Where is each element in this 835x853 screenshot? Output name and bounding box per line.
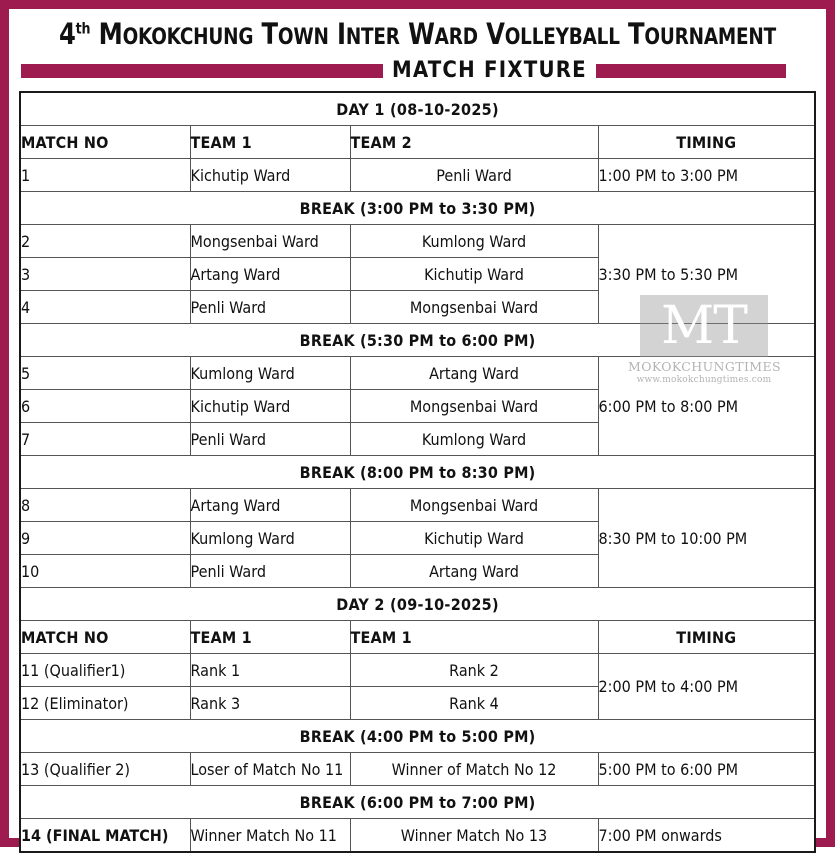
title-edition-number: 4 [58, 17, 76, 51]
subtitle-rule-left [21, 64, 383, 78]
cell-team-2: Kumlong Ward [350, 423, 598, 456]
header-match-no: MATCH NO [20, 621, 190, 654]
cell-timing: 5:00 PM to 6:00 PM [598, 753, 815, 786]
cell-team-1: Kumlong Ward [190, 522, 350, 555]
break-row [20, 720, 815, 753]
cell-team-1: Artang Ward [190, 258, 350, 291]
title-edition-ordinal: th [75, 19, 91, 38]
header-team-1: TEAM 1 [190, 126, 350, 159]
cell-match-no: 10 [20, 555, 190, 588]
cell-team-1: Penli Ward [190, 423, 350, 456]
cell-match-no: 7 [20, 423, 190, 456]
break-label: BREAK (4:00 PM to 5:00 PM) [20, 720, 815, 753]
cell-team-1: Kichutip Ward [190, 390, 350, 423]
subtitle-label: MATCH FIXTURE [392, 58, 587, 84]
cell-match-no: 2 [20, 225, 190, 258]
match-row [20, 654, 815, 687]
cell-team-1: Penli Ward [190, 291, 350, 324]
fixture-table [19, 91, 816, 853]
column-header-row [20, 126, 815, 159]
day-banner: DAY 1 (08-10-2025) [20, 92, 815, 126]
match-row [20, 489, 815, 522]
break-label: BREAK (6:00 PM to 7:00 PM) [20, 786, 815, 819]
break-row [20, 456, 815, 489]
cell-team-2: Kichutip Ward [350, 522, 598, 555]
break-label: BREAK (5:30 PM to 6:00 PM) [20, 324, 815, 357]
cell-match-no: 3 [20, 258, 190, 291]
cell-timing: 6:00 PM to 8:00 PM [598, 357, 815, 456]
cell-team-1: Rank 1 [190, 654, 350, 687]
cell-team-2: Artang Ward [350, 555, 598, 588]
watermark-monogram: MT [661, 296, 747, 356]
subtitle-bar [21, 58, 814, 83]
header-team-2: TEAM 1 [350, 621, 598, 654]
break-label: BREAK (8:00 PM to 8:30 PM) [20, 456, 815, 489]
cell-team-1: Penli Ward [190, 555, 350, 588]
match-row [20, 819, 815, 853]
match-row [20, 753, 815, 786]
title-main-text: MOKOKCHUNG TOWN INTER WARD VOLLEYBALL TOURNAMENT [98, 17, 777, 51]
cell-team-2: Rank 2 [350, 654, 598, 687]
day-banner-row [20, 588, 815, 621]
watermark-url: www.mokokchungtimes.com [636, 375, 772, 385]
match-row [20, 225, 815, 258]
break-row [20, 192, 815, 225]
cell-match-no: 1 [20, 159, 190, 192]
cell-match-no: 8 [20, 489, 190, 522]
cell-match-no: 11 (Qualifier1) [20, 654, 190, 687]
cell-team-2: Rank 4 [350, 687, 598, 720]
break-label: BREAK (3:00 PM to 3:30 PM) [20, 192, 815, 225]
subtitle-rule-right [596, 64, 786, 78]
cell-team-1: Artang Ward [190, 489, 350, 522]
header-team-2: TEAM 2 [350, 126, 598, 159]
poster-title-block [19, 13, 816, 51]
cell-team-2: Kumlong Ward [350, 225, 598, 258]
cell-match-no: 9 [20, 522, 190, 555]
cell-match-no: 12 (Eliminator) [20, 687, 190, 720]
cell-timing: 7:00 PM onwards [598, 819, 815, 853]
break-row [20, 324, 815, 357]
header-match-no: MATCH NO [20, 126, 190, 159]
cell-team-2: Mongsenbai Ward [350, 390, 598, 423]
cell-team-2: Artang Ward [350, 357, 598, 390]
cell-timing: 8:30 PM to 10:00 PM [598, 489, 815, 588]
poster-inner [9, 9, 826, 845]
match-row [20, 357, 815, 390]
header-timing: TIMING [598, 126, 815, 159]
cell-timing: 1:00 PM to 3:00 PM [598, 159, 815, 192]
cell-match-no: 4 [20, 291, 190, 324]
column-header-row [20, 621, 815, 654]
watermark-name: MOKOKCHUNGTIMES [628, 359, 781, 374]
cell-timing: 3:30 PM to 5:30 PM [598, 225, 815, 324]
cell-team-2: Penli Ward [350, 159, 598, 192]
day-banner-row [20, 92, 815, 126]
cell-team-1: Kichutip Ward [190, 159, 350, 192]
cell-match-no: 14 (FINAL MATCH) [20, 819, 190, 853]
cell-team-2: Winner Match No 13 [350, 819, 598, 853]
header-team-1: TEAM 1 [190, 621, 350, 654]
cell-match-no: 5 [20, 357, 190, 390]
cell-team-1: Mongsenbai Ward [190, 225, 350, 258]
cell-team-1: Rank 3 [190, 687, 350, 720]
day-banner: DAY 2 (09-10-2025) [20, 588, 815, 621]
cell-timing: 2:00 PM to 4:00 PM [598, 654, 815, 720]
cell-team-1: Winner Match No 11 [190, 819, 350, 853]
match-row [20, 159, 815, 192]
cell-team-2: Mongsenbai Ward [350, 489, 598, 522]
page-title [47, 19, 788, 49]
cell-match-no: 13 (Qualifier 2) [20, 753, 190, 786]
cell-team-1: Kumlong Ward [190, 357, 350, 390]
cell-team-2: Mongsenbai Ward [350, 291, 598, 324]
cell-team-2: Winner of Match No 12 [350, 753, 598, 786]
header-timing: TIMING [598, 621, 815, 654]
cell-match-no: 6 [20, 390, 190, 423]
break-row [20, 786, 815, 819]
cell-team-1: Loser of Match No 11 [190, 753, 350, 786]
cell-team-2: Kichutip Ward [350, 258, 598, 291]
